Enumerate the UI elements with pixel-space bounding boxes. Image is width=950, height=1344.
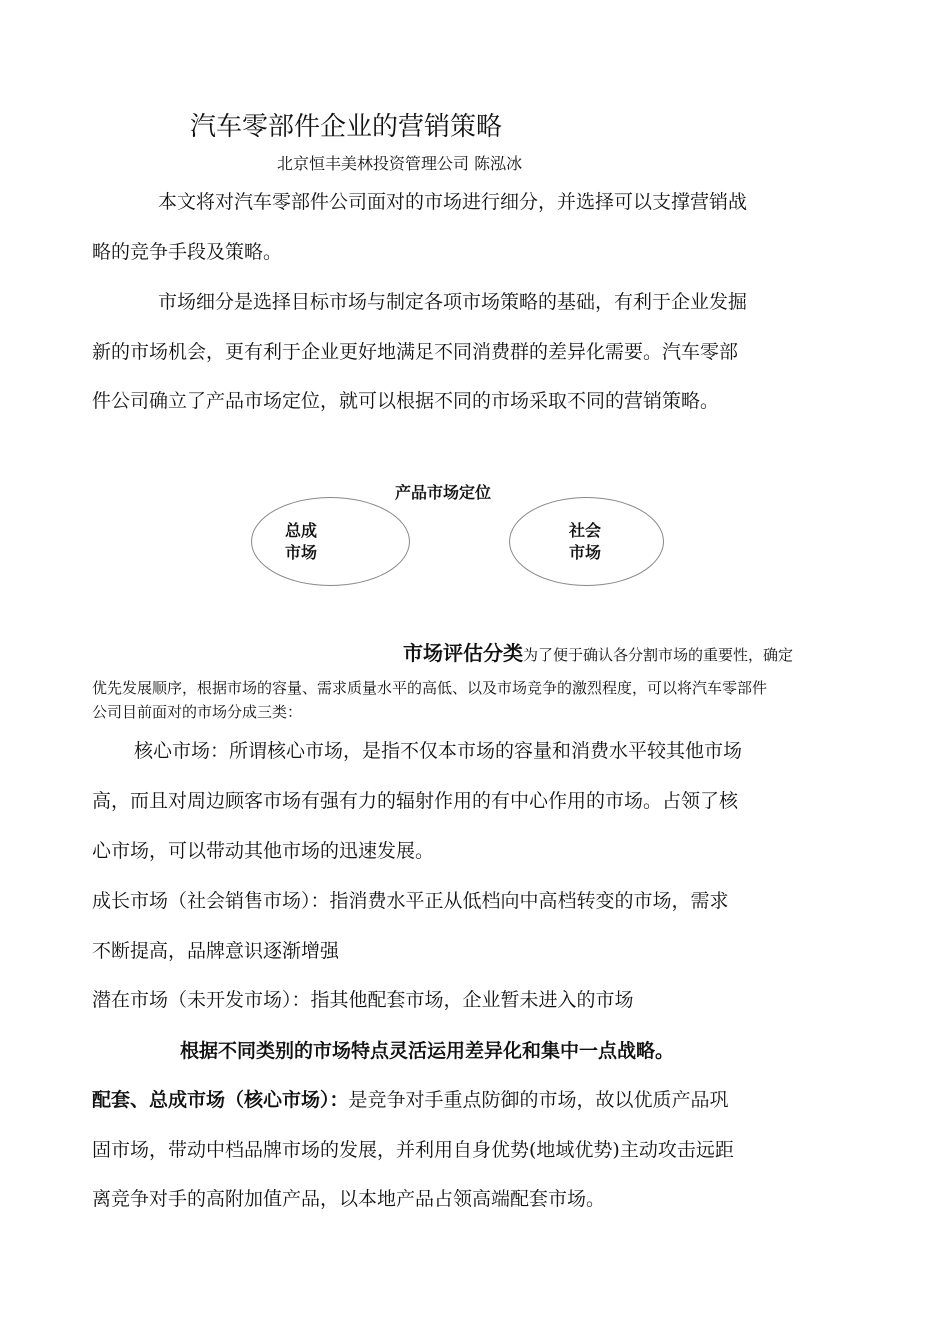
evaluation-first-line (403, 637, 793, 666)
aftermarket-label-line-1: 社会 (568, 521, 601, 540)
oem-line-3: 离竞争对手的高附加值产品，以本地产品占领高端配套市场。 (92, 1188, 606, 1210)
author-line: 北京恒丰美林投资管理公司 陈泓冰 (277, 154, 523, 173)
aftermarket-label-line-2: 市场 (568, 543, 601, 562)
segmentation-line-1: 市场细分是选择目标市场与制定各项市场策略的基础，有利于企业发掘 (158, 291, 748, 313)
oem-market-ellipse (251, 497, 410, 586)
core-market-line-1: 核心市场：所谓核心市场，是指不仅本市场的容量和消费水平较其他市场 (134, 740, 743, 762)
intro-line-2: 略的竞争手段及策略。 (92, 241, 283, 263)
oem-market-label-line-1: 总成 (284, 521, 317, 540)
oem-line-2: 固市场，带动中档品牌市场的发展，并利用自身优势(地域优势)主动攻击远距 (92, 1139, 734, 1161)
oem-text-1: 是竞争对手重点防御的市场，故以优质产品巩 (348, 1089, 729, 1111)
oem-label: 配套、总成市场（核心市场）： (92, 1089, 349, 1111)
segmentation-line-2: 新的市场机会，更有利于企业更好地满足不同消费群的差异化需要。汽车零部 (92, 341, 739, 363)
oem-line-1 (92, 1085, 729, 1112)
evaluation-text-1: 为了便于确认各分割市场的重要性，确定 (523, 646, 794, 664)
growth-market-line-2: 不断提高，品牌意识逐渐增强 (92, 940, 340, 962)
core-market-line-2: 高，而且对周边顾客市场有强有力的辐射作用的有中心作用的市场。占领了核 (92, 790, 739, 812)
segmentation-line-3: 件公司确立了产品市场定位，就可以根据不同的市场采取不同的营销策略。 (92, 390, 720, 412)
potential-market-line-1: 潜在市场（未开发市场）：指其他配套市场，企业暂未进入的市场 (92, 989, 634, 1011)
aftermarket-label (560, 520, 610, 564)
core-market-line-3: 心市场，可以带动其他市场的迅速发展。 (92, 840, 435, 862)
growth-market-line-1: 成长市场（社会销售市场）：指消费水平正从低档向中高档转变的市场，需求 (92, 890, 729, 912)
evaluation-heading: 市场评估分类 (403, 641, 523, 665)
diagram-title: 产品市场定位 (395, 483, 492, 502)
evaluation-text-2: 优先发展顺序，根据市场的容量、需求质量水平的高低、以及市场竞争的激烈程度，可以将汽车零部件 (92, 679, 768, 697)
oem-market-label-line-2: 市场 (284, 543, 317, 562)
strategy-heading: 根据不同类别的市场特点灵活运用差异化和集中一点战略。 (180, 1040, 675, 1062)
intro-line-1: 本文将对汽车零部件公司面对的市场进行细分，并选择可以支撑营销战 (158, 191, 748, 213)
evaluation-text-3: 公司目前面对的市场分成三类： (92, 703, 303, 721)
page-title: 汽车零部件企业的营销策略 (190, 112, 503, 142)
oem-market-label (276, 520, 326, 564)
